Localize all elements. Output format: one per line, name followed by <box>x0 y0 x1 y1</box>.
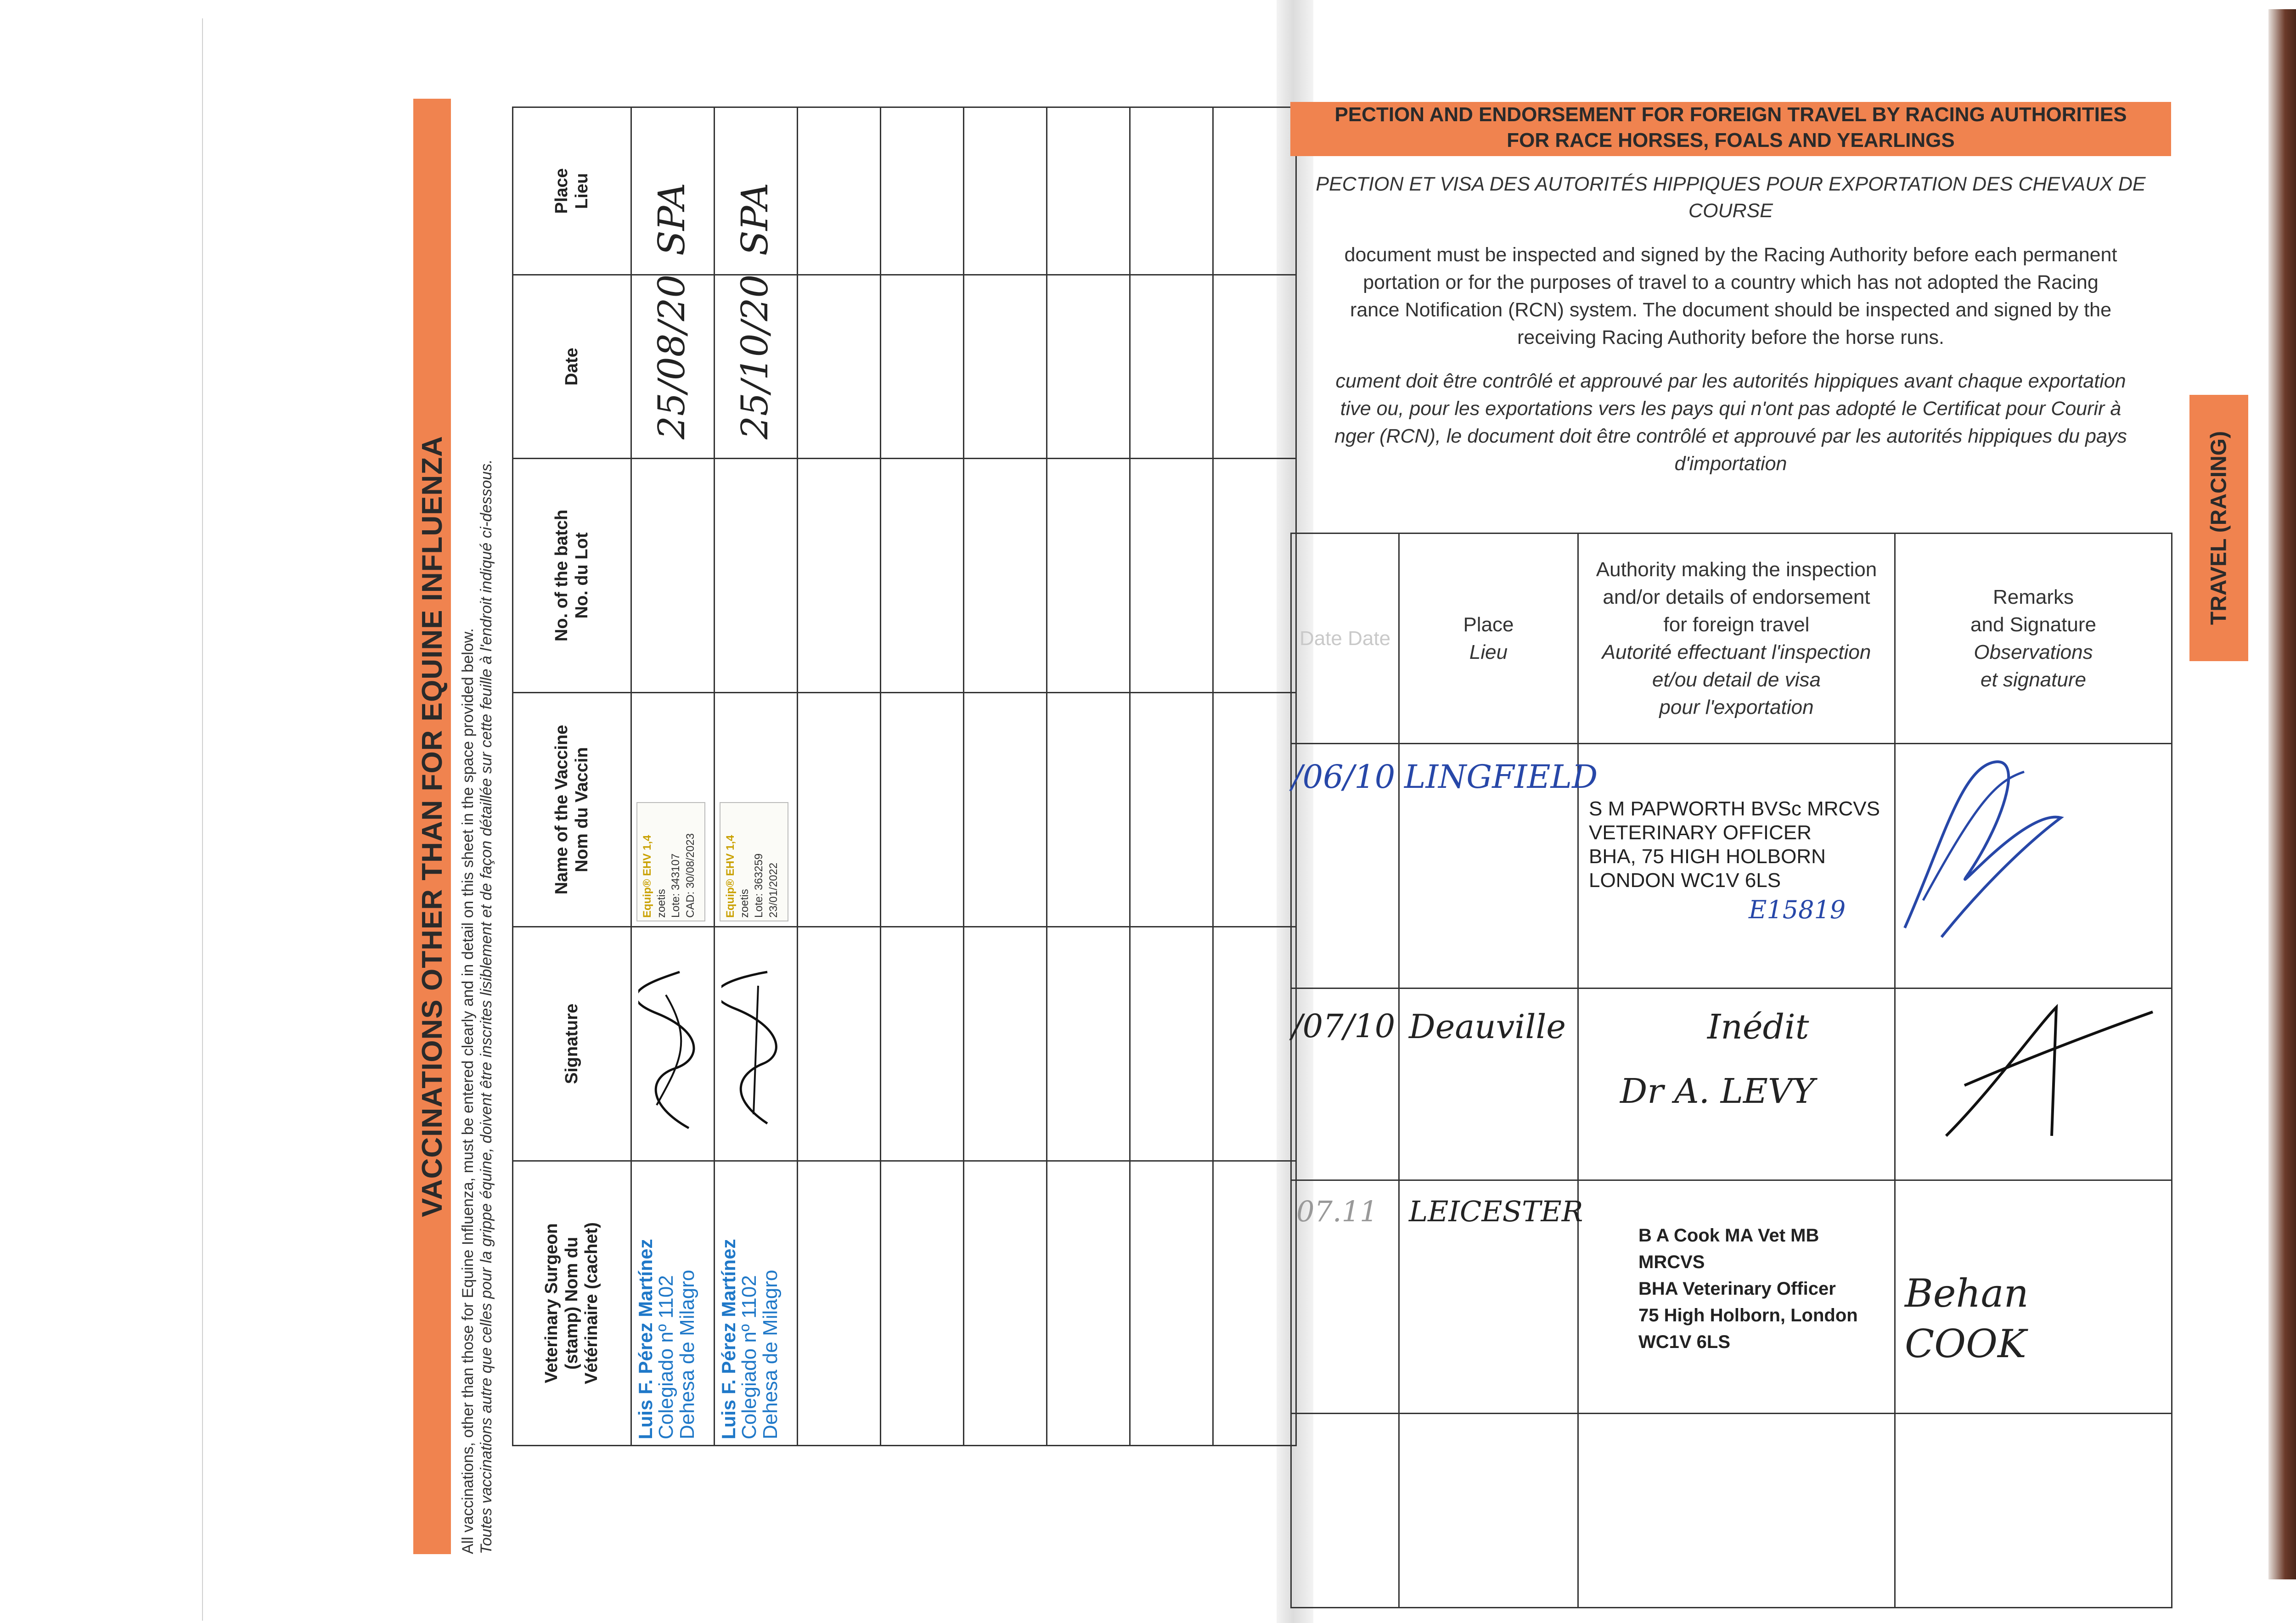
date-cell <box>715 275 798 459</box>
col-header-remarks <box>1895 534 2172 744</box>
vaccine-cell <box>715 693 798 927</box>
table-row <box>1291 988 2172 1180</box>
authority-header-line: and/or details of endorsement <box>1603 585 1870 608</box>
table-row <box>1291 1414 2172 1608</box>
handwritten-signature <box>638 967 707 1133</box>
vaccination-place: SPA <box>733 182 776 256</box>
remarks-header-line: et signature <box>1981 668 2086 691</box>
travel-paragraph-en <box>1290 241 2171 351</box>
table-row <box>798 107 881 1446</box>
table-header-row <box>1291 534 2172 744</box>
col-header-place: Place Lieu <box>513 107 631 275</box>
vaccine-brand: Equip® EHV 1,4 <box>641 835 653 918</box>
cad-date: 30/08/2023 <box>684 833 697 888</box>
authority-cell <box>1578 1180 1895 1414</box>
remarks-cell <box>1895 1180 2172 1414</box>
table-row <box>881 107 964 1446</box>
batch-cell <box>715 459 798 693</box>
authority-handwritten-name: Dr A. LEVY <box>1620 1072 1815 1111</box>
vaccine-maker: zoetis <box>738 889 751 918</box>
col-header-batch: No. of the batch No. du Lot <box>513 459 631 693</box>
vaccine-maker: zoetis <box>655 889 668 918</box>
vaccination-sheet <box>413 99 1309 1554</box>
vaccination-place: SPA <box>650 182 693 256</box>
vaccination-table <box>512 107 1297 1446</box>
batch-cell <box>631 459 715 693</box>
para-en-line: document must be inspected and signed by the Racing Authority before each permanent <box>1344 244 2117 266</box>
travel-title-line2: FOR RACE HORSES, FOALS AND YEARLINGS <box>1507 129 1955 152</box>
subtitle-fr-line1: PECTION ET VISA DES AUTORITÉS HIPPIQUES POUR EXPORTATION DES CHEVAUX DE <box>1316 173 2146 195</box>
travel-place: Deauville <box>1409 1007 1566 1046</box>
col-header-date: Date Date <box>1291 534 1399 744</box>
remarks-header-line: Remarks <box>1992 585 2074 608</box>
para-en-line: rance Notification (RCN) system. The document should be inspected and signed by the <box>1350 299 2111 321</box>
stamp-place: Dehesa de Milagro <box>676 1269 699 1439</box>
stamp-registration: Colegiado nº 1102 <box>655 1275 678 1439</box>
travel-date: 07.11 <box>1296 1195 1378 1228</box>
table-row <box>1130 107 1213 1446</box>
stamp-registration: Colegiado nº 1102 <box>738 1275 761 1439</box>
subtitle-fr-line2: COURSE <box>1688 200 1773 222</box>
travel-title-band <box>1290 102 2171 156</box>
date-cell <box>1291 988 1399 1180</box>
vet-stamp-cell <box>715 1161 798 1446</box>
vaccine-sticker <box>720 802 788 921</box>
travel-paragraph-fr <box>1290 367 2171 477</box>
vaccination-note-en: All vaccinations, other than those for Equine Influenza, must be entered clearly and in detail on this sheet in the space provided below. <box>459 628 477 1554</box>
authority-line: BHA, 75 HIGH HOLBORN <box>1589 845 1826 868</box>
para-en-line: portation or for the purposes of travel to a country which has not adopted the Racing <box>1363 271 2099 293</box>
vaccination-title: VACCINATIONS OTHER THAN FOR EQUINE INFLUENZA <box>416 436 448 1217</box>
vet-stamp <box>636 1239 698 1439</box>
travel-endorsement-table <box>1290 533 2172 1608</box>
date-cell <box>1291 1180 1399 1414</box>
table-row <box>1291 744 2172 988</box>
vaccine-cell <box>631 693 715 927</box>
table-row <box>631 107 715 1446</box>
authority-header-line: Authority making the inspection <box>1596 558 1877 581</box>
table-row <box>715 107 798 1446</box>
para-fr-line: d'importation <box>1674 453 1787 475</box>
date-cell <box>631 275 715 459</box>
vaccination-date: 25/08/20 <box>650 274 693 439</box>
cad-date: 23/01/2022 <box>767 862 780 918</box>
remarks-header-line: Observations <box>1974 640 2093 663</box>
signature-cell <box>715 927 798 1161</box>
authority-line: LONDON WC1V 6LS <box>1589 869 1781 892</box>
para-fr-line: cument doit être contrôlé et approuvé par les autorités hippiques avant chaque exportation <box>1335 370 2126 392</box>
table-row <box>964 107 1047 1446</box>
vaccination-note-fr: Toutes vaccinations autre que celles pour la grippe équine, doivent être inscrites lisiblement et de façon détaillée sur cette feuille à l'endroit indiqué ci-dessous. <box>478 459 495 1554</box>
signature-cell <box>631 927 715 1161</box>
remarks-cell <box>1895 988 2172 1180</box>
travel-subtitle-fr <box>1290 171 2171 224</box>
authority-handwritten: Inédit <box>1707 1007 1809 1047</box>
place-fr: Lieu <box>1469 640 1508 663</box>
para-fr-line: tive ou, pour les exportations vers les pays qui n'ont pas adopté le Certificat pour Courir à <box>1340 398 2122 420</box>
side-tab-label: TRAVEL (RACING) <box>2206 431 2231 625</box>
place-cell <box>631 107 715 275</box>
authority-header-line: pour l'exportation <box>1659 696 1814 719</box>
vaccination-date: 25/10/20 <box>733 274 776 439</box>
book-cover-edge <box>2268 9 2296 1579</box>
authority-line: B A Cook MA Vet MB MRCVS <box>1638 1225 1819 1272</box>
authority-header-line: for foreign travel <box>1663 613 1810 636</box>
place-en: Place <box>1463 613 1514 636</box>
vaccine-sticker <box>636 802 705 921</box>
para-fr-line: nger (RCN), le document doit être contrôlé et approuvé par les autorités hippiques du pays <box>1334 425 2127 447</box>
col-header-vet: Veterinary Surgeon (stamp) Nom du Vétérinaire (cachet) <box>513 1161 631 1446</box>
remarks-cell <box>1895 744 2172 988</box>
lote-number: 363259 <box>753 853 765 890</box>
table-row <box>1047 107 1130 1446</box>
cad-label: CAD: <box>684 891 697 918</box>
vaccine-brand: Equip® EHV 1,4 <box>724 835 737 918</box>
travel-date: /06/10 <box>1292 758 1396 796</box>
authority-line: BHA Veterinary Officer <box>1638 1279 1836 1299</box>
para-en-line: receiving Racing Authority before the horse runs. <box>1517 326 1944 348</box>
place-cell <box>1399 988 1578 1180</box>
travel-date: /07/10 <box>1292 1007 1396 1045</box>
authority-line: 75 High Holborn, London WC1V 6LS <box>1638 1305 1858 1352</box>
lote-label: Lote: <box>753 893 765 918</box>
col-header-authority <box>1578 534 1895 744</box>
authority-header-line: Autorité effectuant l'inspection <box>1602 640 1871 663</box>
place-cell <box>1399 1180 1583 1414</box>
place-cell <box>1399 744 1598 988</box>
stamp-name: Luis F. Pérez Martínez <box>635 1239 656 1439</box>
endorsement-number: E15819 <box>1749 895 1846 924</box>
travel-place: LINGFIELD <box>1404 758 1598 796</box>
travel-racing-tab[interactable] <box>2189 395 2248 661</box>
authority-header-line: et/ou detail de visa <box>1652 668 1821 691</box>
authority-line: S M PAPWORTH BVSc MRCVS <box>1589 797 1880 820</box>
travel-place: LEICESTER <box>1409 1195 1583 1228</box>
handwritten-signature <box>1886 753 2079 946</box>
vet-stamp-cell <box>631 1161 715 1446</box>
table-row <box>1213 107 1296 1446</box>
authority-cell <box>1578 988 1895 1180</box>
remarks-header-line: and Signature <box>1970 613 2096 636</box>
table-header-row <box>513 107 631 1446</box>
stamp-place: Dehesa de Milagro <box>759 1269 782 1439</box>
col-header-date: Date <box>513 275 631 459</box>
lote-label: Lote: <box>670 893 682 918</box>
col-header-place <box>1399 534 1578 744</box>
handwritten-signature <box>721 967 790 1133</box>
authority-cell <box>1578 744 1895 988</box>
handwritten-signature <box>1937 998 2157 1154</box>
lote-number: 343107 <box>670 853 682 890</box>
travel-title-line1: PECTION AND ENDORSEMENT FOR FOREIGN TRAVEL BY RACING AUTHORITIES <box>1334 103 2127 126</box>
authority-line: VETERINARY OFFICER <box>1589 821 1812 844</box>
table-row <box>1291 1180 2172 1414</box>
col-header-signature: Signature <box>513 927 631 1161</box>
vet-stamp <box>719 1239 781 1439</box>
col-header-vaccine: Name of the Vaccine Nom du Vaccin <box>513 693 631 927</box>
remarks-signature: Behan COOK <box>1905 1271 2029 1366</box>
vaccination-title-band <box>413 99 451 1554</box>
date-cell <box>1291 744 1399 988</box>
stamp-name: Luis F. Pérez Martínez <box>718 1239 739 1439</box>
place-cell <box>715 107 798 275</box>
